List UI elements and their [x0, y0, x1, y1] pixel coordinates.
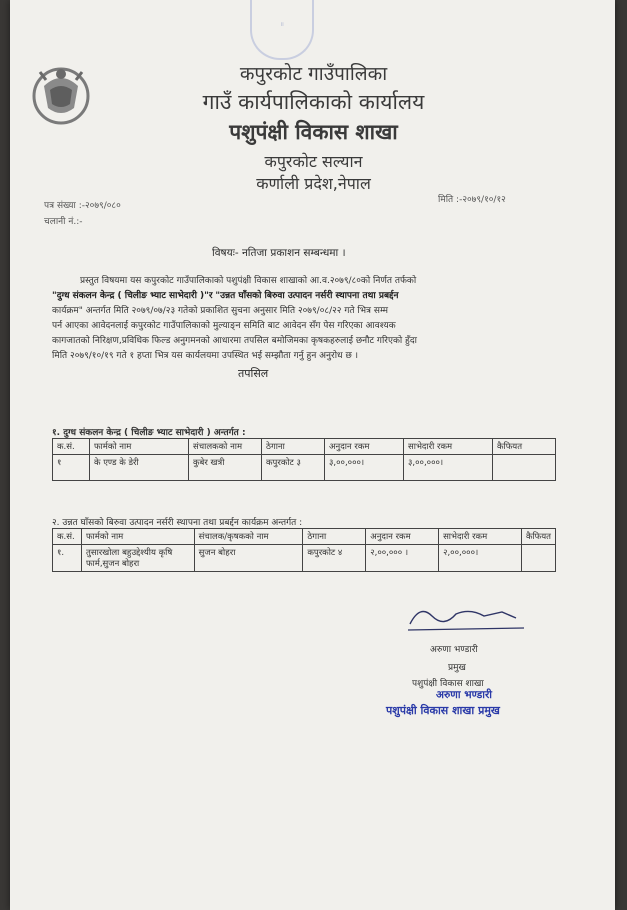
table-row	[53, 545, 556, 572]
table-header: संचालकको नाम	[189, 439, 262, 455]
table-cell: १.	[53, 545, 82, 572]
table-cell: १	[53, 455, 90, 481]
signatory-post: प्रमुख	[448, 663, 466, 673]
program-name-1: "दुग्ध संकलन केन्द्र ( चिलीङ भ्याट साभेदारी )"र	[52, 291, 213, 301]
branch-name: पशुपंक्षी विकास शाखा	[229, 120, 398, 144]
body-line-1: प्रस्तुत विषयमा यस कपुरकोट गाउँपालिकाको पशुपंक्षी विकास शाखाको आ.व.२०७९/८०को निर्णत तर्फको	[80, 276, 417, 286]
stamp-name: अरुणा भण्डारी	[436, 689, 492, 701]
table-cell: तुसारखोला बहुउद्देश्यीय कृषि फार्म,सुजन बोहरा	[81, 545, 194, 572]
table-header: ठेगाना	[262, 439, 325, 455]
office-name: गाउँ कार्यपालिकाको कार्यालय	[202, 90, 425, 114]
body-paragraph	[52, 274, 552, 364]
province-line: कर्णाली प्रदेश,नेपाल	[256, 174, 371, 193]
table-header: साभेदारी रकम	[439, 529, 522, 545]
section1-title: १. दुग्ध संकलन केन्द्र ( चिलीङ भ्याट साभेदारी ) अन्तर्गत :	[52, 428, 246, 438]
table-header: क.सं.	[53, 529, 82, 545]
table-header: फार्मको नाम	[90, 439, 189, 455]
table-header: अनुदान रकम	[325, 439, 404, 455]
table-header: कैफियत	[521, 529, 555, 545]
body-line-4: पर्न आएका आवेदनलाई कपुरकोट गाउँपालिकाको मुल्याङ्न समिति बाट आवेदन सँग पेस गरिएका आवश्यक	[52, 321, 396, 331]
table-row	[53, 455, 556, 481]
table-header: संचालक/कृषकको नाम	[194, 529, 303, 545]
table-cell	[521, 545, 555, 572]
table-cell: कपुरकोट ४	[303, 545, 366, 572]
table-cell: २,००,०००।	[439, 545, 522, 572]
table-header: साभेदारी रकम	[404, 439, 493, 455]
signatory-name: अरुणा भण्डारी	[430, 645, 478, 655]
signatory-branch: पशुपंक्षी विकास शाखा	[412, 679, 484, 689]
dispatch-number: चलानी नं.:-	[44, 217, 83, 227]
table-cell: ३,००,०००।	[404, 455, 493, 481]
table-header: फार्मको नाम	[81, 529, 194, 545]
table-cell: कुबेर खत्री	[189, 455, 262, 481]
table-header: ठेगाना	[303, 529, 366, 545]
table-header: क.सं.	[53, 439, 90, 455]
municipality-name: कपुरकोट गाउँपालिका	[239, 63, 388, 85]
program-name-2: "उन्नत घाँसको बिरुवा उत्पादन नर्सरी स्थापना तथा प्रबर्द्दन	[215, 291, 399, 301]
signature-text	[432, 619, 433, 620]
table-header: अनुदान रकम	[366, 529, 439, 545]
stamp-post: पशुपंक्षी विकास शाखा प्रमुख	[386, 704, 500, 717]
table-cell	[493, 455, 556, 481]
table-header-row	[53, 529, 556, 545]
section2-title: २. उन्नत घाँसको बिरुवा उत्पादन नर्सरी स्थापना तथा प्रबर्द्दन कार्यक्रम अन्तर्गत :	[52, 518, 303, 528]
section2-table	[52, 528, 556, 572]
annex-heading: तपसिल	[238, 367, 269, 380]
location-line: कपुरकोट सल्यान	[264, 152, 363, 171]
body-line-3: कार्यक्रम" अन्तर्गत मिति २०७९/०७/२३ गतेको प्रकाशित सुचना अनुसार मिति २०७९/०८/२२ गते भित्र सम्म	[52, 306, 389, 316]
table-cell: के एण्ड के डेरी	[90, 455, 189, 481]
table-header: कैफियत	[493, 439, 556, 455]
signature	[392, 598, 532, 638]
watermark-stamp: ॥	[250, 0, 314, 60]
body-line-5: कागजातको निरिक्षण,प्रविधिक फिल्ड अनुगमनको आधारमा तपसिल बमोजिमका कृषकहरुलाई छनौट गरिएको हुँदा	[52, 336, 417, 346]
body-line-2	[52, 289, 552, 304]
body-line-6: मिति २०७९/१०/१९ गते १ हप्ता भित्र यस कार्यलयमा उपस्थित भई सम्झौता गर्नु हुन अनुरोध छ ।	[52, 351, 359, 361]
table-cell: कपुरकोट ३	[262, 455, 325, 481]
table-cell: सुजन बोहरा	[194, 545, 303, 572]
table-header-row	[53, 439, 556, 455]
section1-table	[52, 438, 556, 481]
subject-line: विषयः- नतिजा प्रकाशन सम्बन्धमा ।	[212, 247, 346, 259]
table-cell: ३,००,०००।	[325, 455, 404, 481]
letter-date: मिति :-२०७९/१०/१२	[438, 195, 506, 205]
letter-number: पत्र संख्या :-२०७९/०८०	[44, 201, 121, 211]
table-cell: २,००,००० ।	[366, 545, 439, 572]
